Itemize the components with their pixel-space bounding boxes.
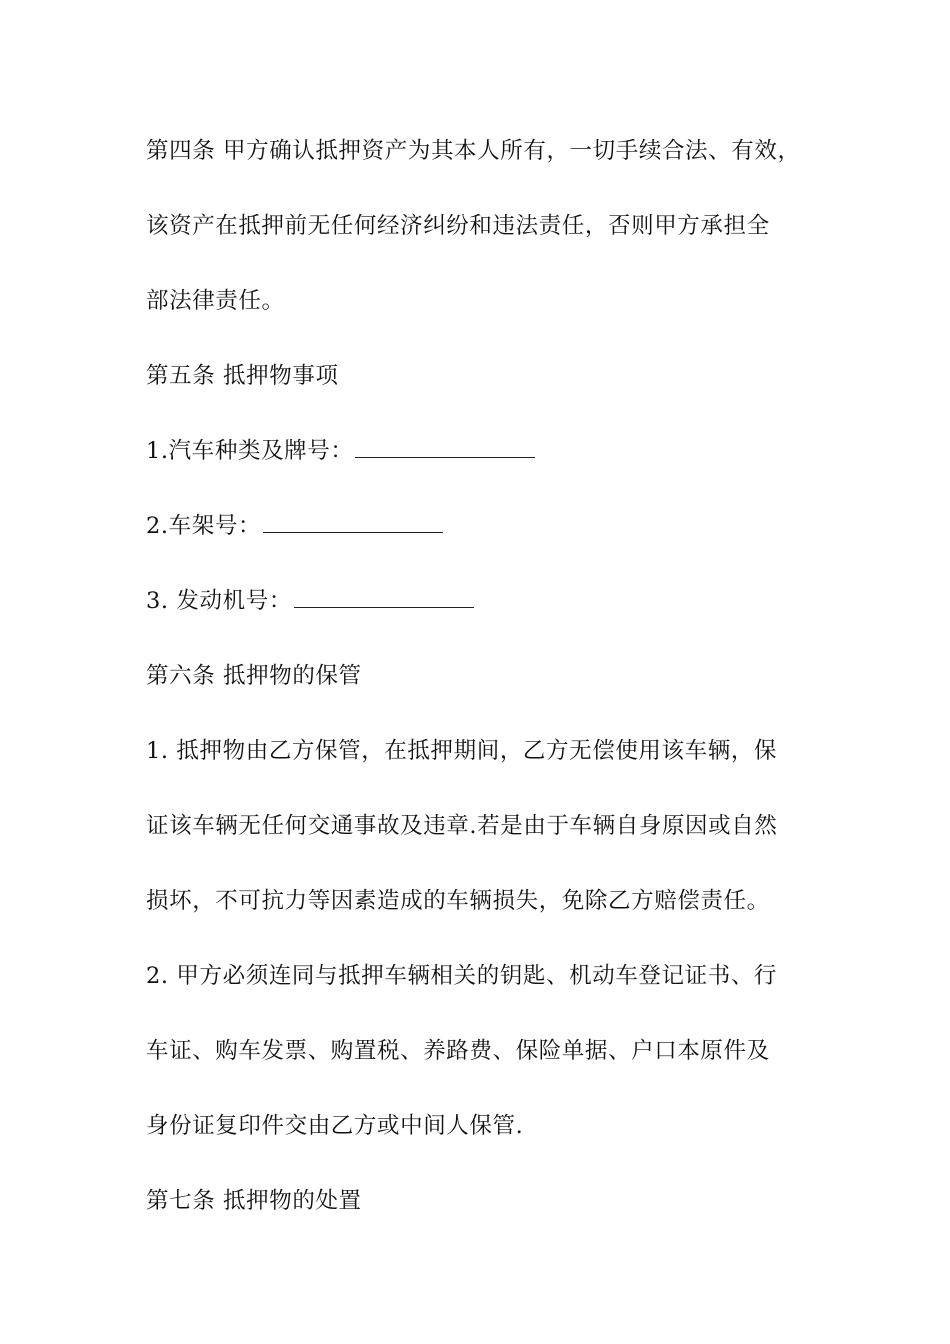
article5-item3 [146,581,846,621]
article7-heading: 第七条 抵押物的处置 [146,1188,362,1214]
article6-item1-line2: 证该车辆无任何交通事故及违章.若是由于车辆自身原因或自然 [146,813,778,839]
article4-line3: 部法律责任。 [146,288,285,314]
article5-heading: 第五条 抵押物事项 [146,363,339,389]
article6-item2-line2: 车证、购车发票、购置税、养路费、保险单据、户口本原件及 [146,1038,770,1064]
article6-item2-line3: 身份证复印件交由乙方或中间人保管. [146,1113,524,1139]
engine-number-blank[interactable] [294,587,474,608]
vehicle-type-plate-label: 1.汽车种类及牌号： [146,438,354,464]
engine-number-label: 3. 发动机号： [146,588,292,614]
vehicle-type-plate-blank[interactable] [355,437,535,458]
article4-line1: 第四条 甲方确认抵押资产为其本人所有，一切手续合法、有效， [146,138,801,164]
article6-item1-line1: 1. 抵押物由乙方保管，在抵押期间，乙方无偿使用该车辆，保 [146,738,778,764]
article5-item2 [146,506,846,546]
article4-line2: 该资产在抵押前无任何经济纠纷和违法责任，否则甲方承担全 [146,213,770,239]
article6-item2-line1: 2. 甲方必须连同与抵押车辆相关的钥匙、机动车登记证书、行 [146,963,778,989]
frame-number-blank[interactable] [263,512,443,533]
article6-item1-line3: 损坏，不可抗力等因素造成的车辆损失，免除乙方赔偿责任。 [146,888,770,914]
frame-number-label: 2.车架号： [146,513,262,539]
article6-heading: 第六条 抵押物的保管 [146,663,362,689]
article5-item1 [146,431,846,471]
